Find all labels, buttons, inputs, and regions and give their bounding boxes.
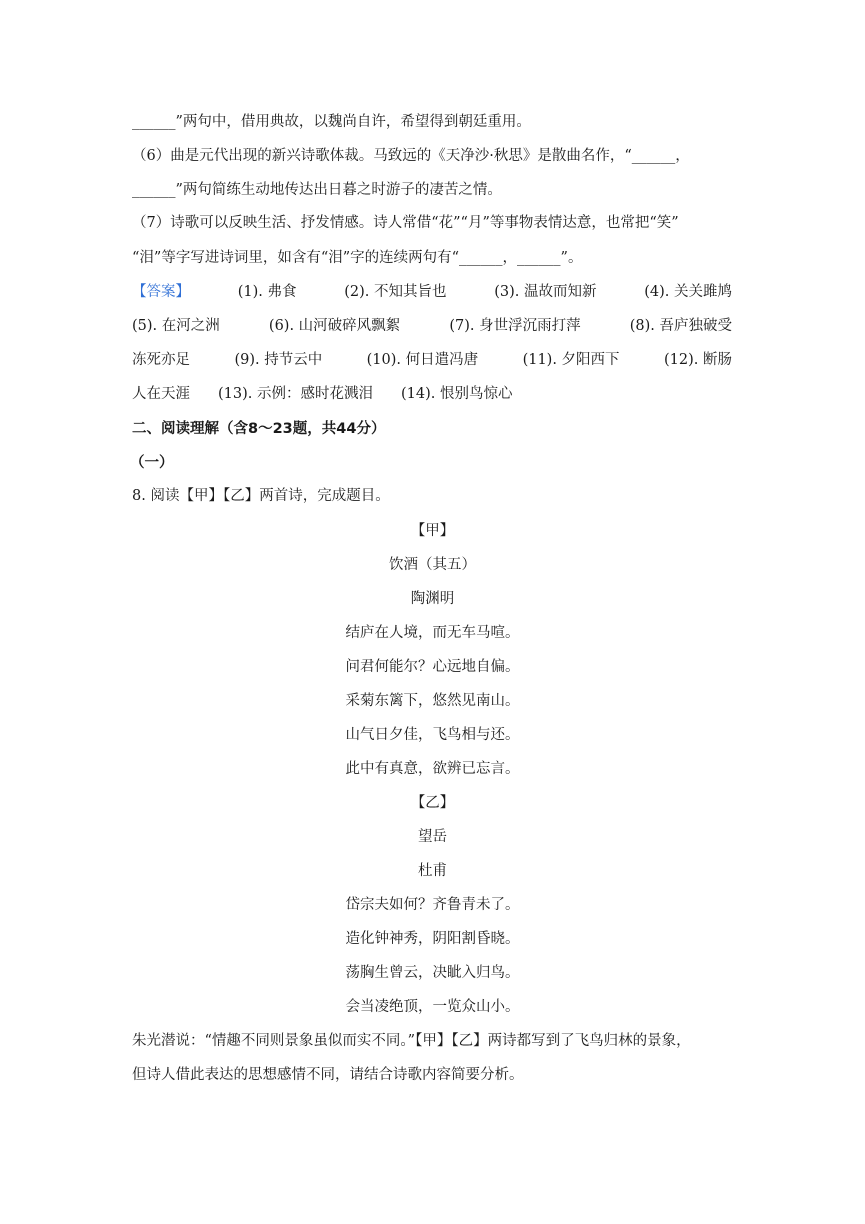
poem-line: 会当凌绝顶，一览众山小。 [345,999,520,1015]
answer-item: (12). 断肠 [663,352,732,368]
poem-label: 【乙】 [410,795,455,811]
poem-line: 造化钟神秀，阴阳割昏晓。 [345,931,520,947]
poem-title: 望岳 [418,829,447,845]
answer-row-3 [132,350,732,370]
answer-item: 人在天涯 [132,386,190,402]
answer-item: (1). 弗食 [237,284,297,300]
answer-tag: 【答案】 [132,284,190,300]
poem-title: 饮酒（其五） [389,557,476,573]
answer-item: (14). 恨别鸟惊心 [400,386,513,402]
answer-item: (4). 关关雎鸠 [644,284,732,300]
answer-item: (11). 夕阳西下 [522,352,620,368]
answer-item: (6). 山河破碎风飘絮 [268,318,401,334]
text-line: （6）曲是元代出现的新兴诗歌体裁。马致远的《天净沙·秋思》是散曲名作，“______， [132,148,690,164]
question-text: 朱光潜说：“情趣不同则景象虽似而实不同。”【甲】【乙】两诗都写到了飞鸟归林的景象， [132,1033,691,1049]
poem-line: 荡胸生曾云，决眦入归鸟。 [345,965,520,981]
question-text: 但诗人借此表达的思想感情不同，请结合诗歌内容简要分析。 [132,1067,524,1083]
answer-item: (13). 示例：感时花溅泪 [218,386,373,402]
answer-item: 冻死亦足 [132,352,190,368]
answer-item: (2). 不知其旨也 [344,284,447,300]
answer-row-1 [132,282,732,302]
answer-item: (5). 在河之洲 [132,318,220,334]
poem-line: 山气日夕佳，飞鸟相与还。 [345,727,520,743]
poem-line: 问君何能尔？心远地自偏。 [345,659,520,675]
poem-line: 采菊东篱下，悠然见南山。 [345,693,520,709]
poem-line: 此中有真意，欲辨已忘言。 [345,761,520,777]
answer-item: (3). 温故而知新 [494,284,597,300]
poem-author: 杜甫 [418,863,447,879]
answer-item: (10). 何日遣冯唐 [366,352,479,368]
text-line: “泪”等字写进诗词里，如含有“泪”字的连续两句有“______，______”。 [132,250,583,266]
answer-row-4 [132,384,512,404]
section-heading: 二、阅读理解（含8～23题，共44分） [132,421,386,437]
answer-row-2 [132,316,732,336]
answer-item: (8). 吾庐独破受 [629,318,732,334]
section-sub-heading: （一） [130,455,174,471]
text-line: （7）诗歌可以反映生活、抒发情感。诗人常借“花”“月”等事物表情达意，也常把“笑” [132,215,679,231]
poem-author: 陶渊明 [410,591,455,607]
text-line: ______”两句简练生动地传达出日暮之时游子的凄苦之情。 [132,182,502,198]
question-prompt: 8. 阅读【甲】【乙】两首诗，完成题目。 [132,488,390,504]
answer-item: (9). 持节云中 [234,352,323,368]
poem-label: 【甲】 [410,523,455,539]
text-line: ______”两句中，借用典故，以魏尚自许，希望得到朝廷重用。 [132,114,531,130]
answer-item: (7). 身世浮沉雨打萍 [449,318,581,334]
poem-line: 结庐在人境，而无车马喧。 [345,625,520,641]
poem-line: 岱宗夫如何？齐鲁青未了。 [345,897,520,913]
